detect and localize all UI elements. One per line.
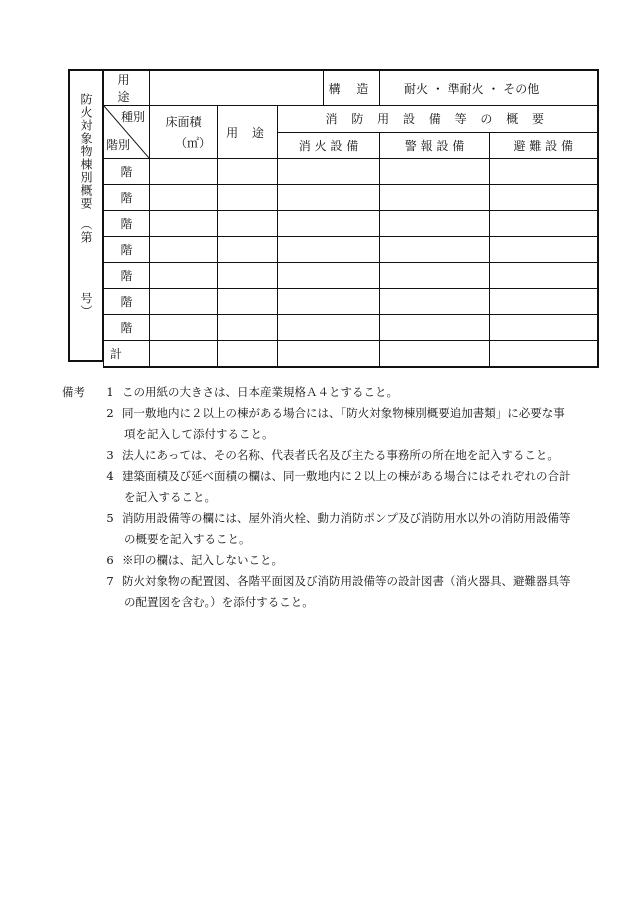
note-item	[62, 550, 602, 571]
note-item	[62, 403, 602, 424]
note-item	[62, 466, 602, 487]
input-cell[interactable]	[490, 185, 598, 211]
input-cell[interactable]	[218, 211, 278, 237]
input-cell[interactable]	[490, 341, 598, 368]
keihou-header: 警 報 設 備	[380, 132, 490, 159]
input-cell[interactable]	[490, 237, 598, 263]
input-cell[interactable]	[218, 289, 278, 315]
input-cell[interactable]	[150, 159, 218, 185]
yukamenseki-label: 床面積	[165, 115, 202, 129]
input-cell[interactable]	[150, 263, 218, 289]
input-cell[interactable]	[150, 289, 218, 315]
input-cell[interactable]	[490, 263, 598, 289]
input-cell[interactable]	[150, 211, 218, 237]
input-cell[interactable]	[218, 185, 278, 211]
side-title: 防火対象物棟別概要	[79, 93, 93, 210]
kouzou-options[interactable]: 耐火 ・ 準耐火 ・ その他	[380, 70, 598, 106]
input-cell[interactable]	[278, 159, 380, 185]
building-summary-table	[103, 69, 599, 368]
note-continuation: を記入すること。	[124, 490, 216, 504]
side-label-column	[68, 69, 103, 362]
note-item	[62, 571, 602, 592]
input-cell[interactable]	[150, 237, 218, 263]
yukamenseki-header	[150, 106, 218, 159]
side-open-paren: （	[79, 218, 93, 231]
youto-col-header: 用 途	[218, 106, 278, 159]
note-text: 同一敷地内に２以上の棟がある場合には、「防火対象物棟別概要追加書類」に必要な事	[122, 406, 565, 420]
input-cell[interactable]	[380, 237, 490, 263]
kaibetsu-label: 階別	[106, 138, 131, 152]
input-cell[interactable]	[380, 185, 490, 211]
input-cell[interactable]	[278, 237, 380, 263]
input-cell[interactable]	[380, 159, 490, 185]
notes-section	[62, 382, 602, 613]
input-cell[interactable]	[278, 263, 380, 289]
total-label: 計	[104, 341, 150, 368]
input-cell[interactable]	[278, 185, 380, 211]
note-continuation: の配置図を含む。）を添付すること。	[124, 595, 314, 609]
table-row	[104, 263, 598, 289]
note-text: この用紙の大きさは、日本産業規格Ａ４とすること。	[122, 385, 398, 399]
input-cell[interactable]	[150, 341, 218, 368]
setsubi-title: 消 防 用 設 備 等 の 概 要	[278, 106, 598, 133]
floor-label: 階	[104, 315, 150, 341]
input-cell[interactable]	[380, 315, 490, 341]
table-row	[104, 315, 598, 341]
note-continuation: の概要を記入すること。	[124, 532, 251, 546]
floor-label: 階	[104, 159, 150, 185]
unit-label: （㎡）	[174, 136, 211, 150]
kouzou-label: 構 造	[324, 70, 380, 106]
input-cell[interactable]	[218, 159, 278, 185]
input-cell[interactable]	[278, 315, 380, 341]
note-number: 7	[106, 574, 114, 588]
note-number: 3	[106, 448, 114, 462]
floor-label: 階	[104, 289, 150, 315]
note-item	[62, 508, 602, 529]
note-number: 2	[106, 406, 114, 420]
input-cell[interactable]	[490, 159, 598, 185]
note-text: 防火対象物の配置図、各階平面図及び消防用設備等の設計図書（消火器具、避難器具等	[122, 574, 571, 588]
side-dai: 第	[79, 231, 93, 244]
input-cell[interactable]	[380, 289, 490, 315]
note-item	[62, 445, 602, 466]
input-cell[interactable]	[218, 237, 278, 263]
input-cell[interactable]	[490, 289, 598, 315]
input-cell[interactable]	[150, 185, 218, 211]
note-text: 建築面積及び延べ面積の欄は、同一敷地内に２以上の棟がある場合にはそれぞれの合計	[122, 469, 571, 483]
input-cell[interactable]	[490, 315, 598, 341]
table-row	[104, 159, 598, 185]
side-go: 号	[79, 292, 93, 305]
shubetsu-kaibetsu-header	[104, 106, 150, 159]
input-cell[interactable]	[380, 263, 490, 289]
note-number: 6	[106, 553, 114, 567]
input-cell[interactable]	[380, 341, 490, 368]
note-text: 法人にあっては、その名称、代表者氏名及び主たる事務所の所在地を記入すること。	[122, 448, 559, 462]
input-cell[interactable]	[278, 341, 380, 368]
table-row	[104, 211, 598, 237]
note-text: 消防用設備等の欄には、屋外消火栓、動力消防ポンプ及び消防用水以外の消防用設備等	[122, 511, 571, 525]
input-cell[interactable]	[380, 211, 490, 237]
input-cell[interactable]	[218, 315, 278, 341]
input-cell[interactable]	[150, 315, 218, 341]
input-cell[interactable]	[278, 211, 380, 237]
table-row	[104, 185, 598, 211]
shouka-header: 消 火 設 備	[278, 132, 380, 159]
floor-label: 階	[104, 263, 150, 289]
note-text: ※印の欄は、記入しないこと。	[122, 553, 283, 567]
youto-label: 用 途	[104, 70, 150, 106]
note-continuation: 項を記入して添付すること。	[124, 427, 274, 441]
floor-label: 階	[104, 211, 150, 237]
table-row	[104, 289, 598, 315]
hinan-header: 避 難 設 備	[490, 132, 598, 159]
input-cell[interactable]	[278, 289, 380, 315]
note-number: 5	[106, 511, 114, 525]
note-item	[62, 382, 602, 403]
floor-label: 階	[104, 185, 150, 211]
notes-label: 備考	[62, 385, 85, 399]
note-number: 1	[106, 385, 114, 399]
note-number: 4	[106, 469, 114, 483]
input-cell[interactable]	[490, 211, 598, 237]
shubetsu-label: 種別	[120, 110, 145, 124]
floor-label: 階	[104, 237, 150, 263]
input-cell[interactable]	[218, 341, 278, 368]
table-row-total	[104, 341, 598, 368]
youto-value-cell[interactable]	[150, 70, 324, 106]
input-cell[interactable]	[218, 263, 278, 289]
table-row	[104, 237, 598, 263]
side-close-paren: ）	[79, 305, 93, 318]
